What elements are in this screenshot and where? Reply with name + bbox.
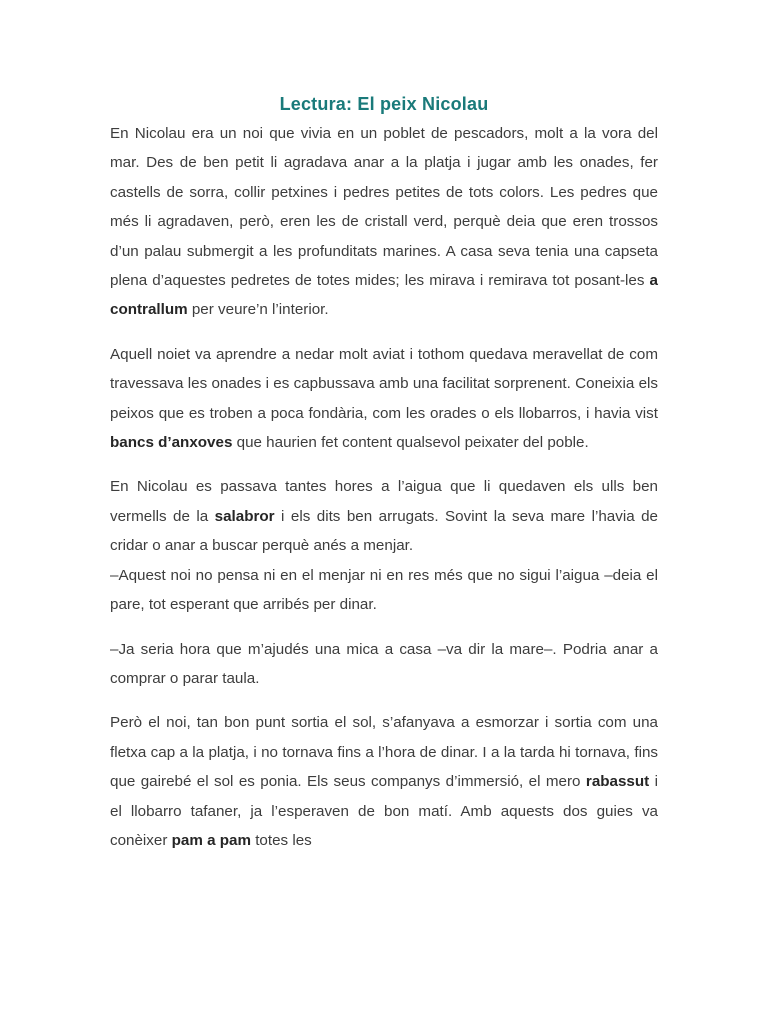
paragraph-6-text-a: Però el noi, tan bon punt sortia el sol, s’afanyava a esmorzar i sortia com una fletxa cap a la platja, i no tornava fins a l’hora de dinar. I a la tarda hi tornava, fins que gairebé el sol es ponia. Els seus companys d’immersió, el mero: [110, 714, 658, 791]
paragraph-2-text-a: Aquell noiet va aprendre a nedar molt aviat i tothom quedava meravellat de com travessava les onades i es capbussava amb una facilitat sorprenent. Coneixia els peixos que es troben a poca fondària, com les orades o els llobarros, i havia vist: [110, 345, 658, 422]
paragraph-3-text-b: i els dits ben arrugats. Sovint la seva mare l’havia de cridar o anar a buscar perquè anés a menjar.: [110, 507, 658, 555]
document-page: [110, 89, 658, 855]
paragraph-1-text-b: per veure’n l’interior.: [187, 301, 329, 319]
paragraph-3: [110, 472, 658, 560]
paragraph-5-dialogue-mother: –Ja seria hora que m’ajudés una mica a casa –va dir la mare–. Podria anar a comprar o parar taula.: [110, 640, 658, 687]
bold-term-pam-a-pam: pam a pam: [171, 831, 251, 849]
paragraph-2: [110, 340, 658, 458]
bold-term-rabassut: rabassut: [585, 773, 650, 791]
paragraph-4-dialogue-father: –Aquest noi no pensa ni en el menjar ni en res més que no sigui l’aigua –deia el pare, tot esperant que arribés per dinar.: [110, 566, 658, 614]
paragraph-6: [110, 708, 658, 855]
paragraph-1: [110, 119, 658, 325]
bold-term-bancs-danxoves: bancs d’anxoves: [110, 434, 233, 452]
paragraph-3-text-a: En Nicolau es passava tantes hores a l’aigua que li quedaven els ulls ben vermells de la: [110, 478, 658, 525]
paragraph-6-text-c: totes les: [250, 831, 312, 849]
document-title: Lectura: El peix Nicolau: [279, 94, 489, 114]
paragraph-1-text-a: En Nicolau era un noi que vivia en un poblet de pescadors, molt a la vora del mar. Des de ben petit li agradava anar a la platja i jugar amb les onades, fer castells de sorra, collir petxines i pedres petites de tots colors. Les pedres que més li agradaven, però, eren les de cristall verd, perquè deia que eren trossos d’un palau submergit a les profunditats marines. A casa seva tenia una capseta plena d’aquestes pedretes de totes mides; les mirava i remirava tot posant-les: [110, 125, 658, 290]
bold-term-salabror: salabror: [214, 507, 275, 525]
bold-term-a-contrallum: a contrallum: [110, 272, 658, 319]
paragraph-6-text-b: i el llobarro tafaner, ja l’esperaven de bon matí. Amb aquests dos guies va conèixer: [110, 773, 658, 849]
paragraph-2-text-b: que haurien fet content qualsevol peixater del poble.: [232, 434, 589, 452]
